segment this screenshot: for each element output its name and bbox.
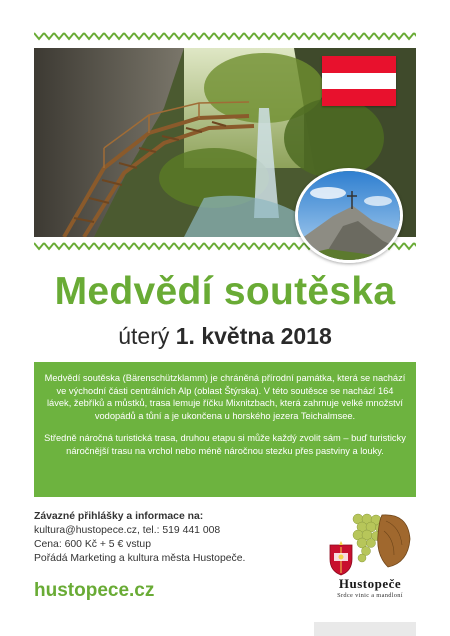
logo-name: Hustopeče: [338, 576, 402, 591]
info-price: Cena: 600 Kč + 5 € vstup: [34, 539, 151, 550]
event-date-weekday: úterý: [118, 323, 176, 349]
info-heading: Závazné přihlášky a informace na:: [34, 511, 204, 522]
mountain-summit-photo: [295, 168, 403, 263]
event-date: [0, 323, 450, 350]
logo-tagline: Srdce vinic a mandloní: [337, 592, 403, 599]
event-date-day: 1. května 2018: [175, 323, 332, 349]
bottom-strip: [314, 622, 416, 636]
description-paragraph-2: Středně náročná turistická trasa, druhou etapu si může každý zvolit sám – buď turisticky náročnější trasu na vrchol nebo méně náročnou stezku přes pastviny a louky.: [44, 433, 406, 456]
description-box: [34, 362, 416, 497]
event-title: Medvědí soutěska: [54, 270, 396, 313]
info-organizer: Pořádá Marketing a kultura města Hustopeče.: [34, 553, 246, 564]
austria-flag-icon: [322, 56, 396, 106]
website-link[interactable]: hustopece.cz: [34, 580, 155, 601]
registration-info: [34, 510, 304, 566]
zigzag-border-top: [34, 30, 416, 42]
info-contact[interactable]: kultura@hustopece.cz, tel.: 519 441 008: [34, 525, 221, 536]
description-paragraph-1: Medvědí soutěska (Bärenschützklamm) je chráněná přírodní památka, která se nachází ve východní části centrálních Alp (oblast Štýrska). V této soutěsce se nachází 164 lávek, žebříků a můstků, trasa lemuje říčku Mixnitzbach, která zahrnuje velké množství vodopádů a tůní a je ukončena u horského jezera Teichalmsee.: [44, 373, 406, 421]
